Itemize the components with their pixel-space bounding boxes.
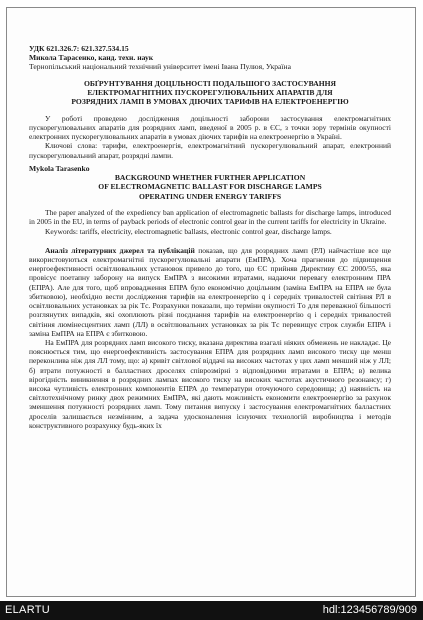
title-ua-line: РОЗРЯДНИХ ЛАМП В УМОВАХ ДІЮЧИХ ТАРИФІВ НА ЕЛЕКТРОЕНЕРГІЮ bbox=[71, 97, 349, 107]
document-page bbox=[6, 7, 416, 597]
title-en-line: OPERATING UNDER ENERGY TARIFFS bbox=[138, 191, 282, 201]
udk-code: УДК 621.326.7: 621.327.534.15 bbox=[29, 44, 129, 53]
body-lead: Аналіз літературних джерел та публікацій bbox=[45, 245, 195, 255]
body-paragraph-1 bbox=[29, 246, 391, 338]
title-ua bbox=[29, 79, 391, 107]
abstract-ua: У роботі проведено дослідження доцільності заборони застосування електромагнітних пускорегулювальних апаратів для розрядних ламп, введеної в 2005 р. в ЄС, з точки зору термінів окупності електронних пускорегулювальних апаратів в умовах діючих тарифів на електроенергію в Україні. bbox=[29, 113, 391, 142]
title-ua-line: ОБҐРУНТУВАННЯ ДОЦІЛЬНОСТІ ПОДАЛЬШОГО ЗАСТОСУВАННЯ bbox=[83, 78, 337, 88]
abstract-en: The paper analyzed of the expediency ban application of electromagnetic ballasts for discharge lamps, introduced in 2005 in the EU, in terms of payback periods of electronic control gear in the current tariffs for electricity in Ukraine. bbox=[29, 208, 391, 227]
author-ua: Микола Тарасенко, канд. техн. наук bbox=[29, 53, 154, 63]
body-paragraph-2: На ЕмПРА для розрядних ламп високого тиску, вказана директива взагалі ніяких обмежень не накладає. Це пояснюється тим, що енергоефективність застосування ЕПРА для розрядних ламп високого тиску ще менш переконлива ніж для ЛЛ тому, що: а) кривіт світлової віддачі на високих частотах у цих ламп менший ніж у ЛЛ; б) втрати потужності в балластних дроселях співрозмірні з відповідними втратами в ЕПРА; в) велика вірогідність виникнення в розрядних лампах високого тиску на високих частотах акустичного резонансу; г) висока чутливість електронних компонентів ЕПРА до температури оточуючого середовища; д) наявність на світлотехнічному ринку двох режимних ЕмПРА, які дають можливість економити електроенергію за рахунок зменшення потужності розрядних ламп. Тому питання випуску і застосування електромагнітних балластних дроселів залишається незмінним, а задача удосконалення існуючих технологій виробництва і методів конструктивного розрахунку будь-яких їх bbox=[29, 337, 391, 430]
body-paragraph-1-text: показав, що для розрядних ламп (РЛ) найчастіше все ще використовуються електромагнітні пускорегулювальні апарати (ЕмПРА). Хоча прагнення до підвищення енергоефективності освітлювальних установок привело до того, що ЄС прийняв Директиву ЄС 2000/55, яка провісує поетапну заборону на випуск ЕмПРА з високими втратами, надаючи перевагу електронним ПРА (ЕПРА). Але для того, щоб впровадження ЕПРА було економічно доцільним (заміна ЕмПРА на ЕПРА не була збитковою), необхідно вести дослідження тарифів на електроенергію q і середніх тривалостей світіння РЛ в освітлювальних установках за рік Tс. Розрахунки показали, що терміни окупності Tо для переважної більшості розглянутих випадків, які охоплюють різні поєднання тарифів на електроенергію q і середніх тривалостей світіння люмінесцентних ламп (ЛЛ) в освітлювальних установках за рік Tс перевищує строк служби ЕПРА і заміна ЕмПРА на ЕПРА є збитковою. bbox=[29, 245, 391, 338]
keywords-en: Keywords: tariffs, electricity, electromagnetic ballasts, electronic control gear, discharge lamps. bbox=[45, 226, 332, 236]
keywords-ua: Ключові слова: тарифи, електроенергія, електромагнітний пускорегулювальний апарат, електронний пускорегулювальний апарат, розрядні лампи. bbox=[29, 141, 391, 160]
footer-handle: hdl:123456789/909 bbox=[322, 604, 417, 616]
footer-repository: ELARTU bbox=[5, 604, 50, 616]
affiliation: Тернопільський національний технічний університет імені Івана Пулюя, Україна bbox=[29, 62, 291, 72]
title-en bbox=[29, 173, 391, 201]
title-ua-line: ЕЛЕКТРОМАГНІТНИХ ПУСКОРЕГУЛЮВАЛЬНИХ АПАРАТІВ ДЛЯ bbox=[87, 88, 333, 98]
footer-bar bbox=[0, 601, 423, 620]
title-en-line: BACKGROUND WHETHER FURTHER APPLICATION bbox=[114, 173, 306, 183]
author-en: Mykola Tarasenko bbox=[29, 163, 90, 173]
page-content bbox=[29, 44, 391, 430]
title-en-line: OF ELECTROMAGNETIC BALLAST FOR DISCHARGE LAMPS bbox=[98, 182, 322, 192]
